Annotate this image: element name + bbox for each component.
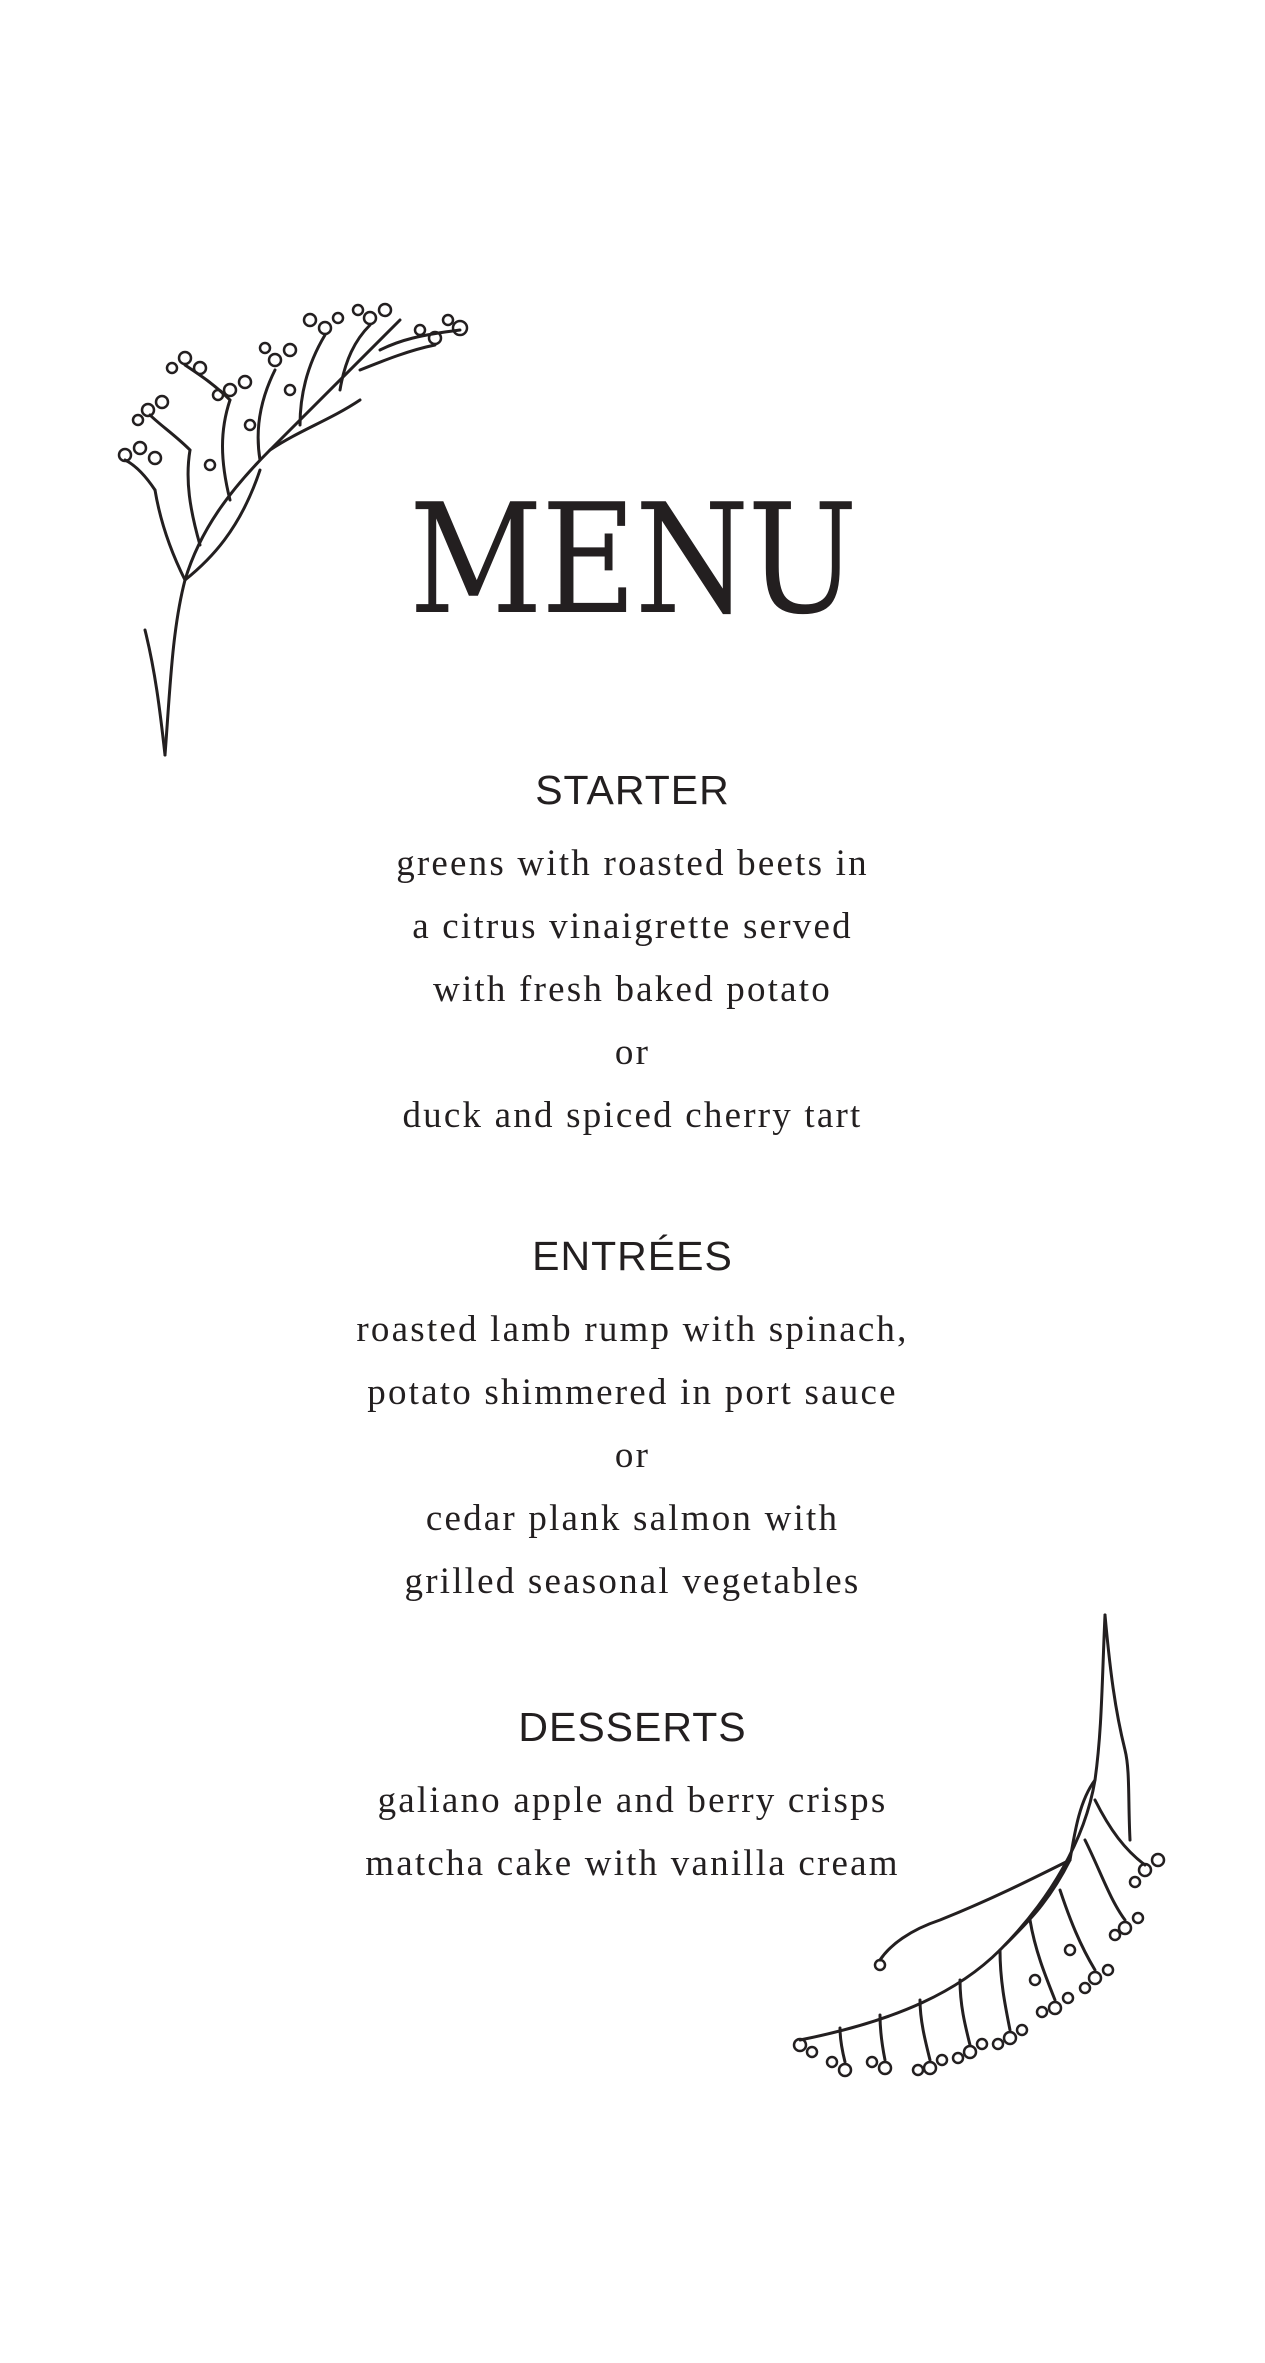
starter-section — [0, 760, 1265, 1147]
section-heading: DESSERTS — [518, 1704, 747, 1750]
menu-line: matcha cake with vanilla cream — [365, 1843, 900, 1884]
menu-line: grilled seasonal vegetables — [404, 1561, 861, 1602]
menu-line: roasted lamb rump with spinach, — [356, 1309, 909, 1350]
menu-line: galiano apple and berry crisps — [377, 1780, 888, 1821]
menu-line: or — [614, 1032, 651, 1073]
menu-line: cedar plank salmon with — [425, 1498, 840, 1539]
menu-line: a citrus vinaigrette served — [412, 906, 853, 947]
menu-line: greens with roasted beets in — [396, 843, 869, 884]
menu-line: or — [614, 1435, 651, 1476]
section-heading: STARTER — [535, 767, 730, 813]
floral-sprig-bottom-icon — [780, 1600, 1180, 2120]
menu-line: duck and spiced cherry tart — [402, 1095, 863, 1136]
entrees-section — [0, 1226, 1265, 1613]
section-heading: ENTRÉES — [532, 1233, 733, 1279]
page-title: MENU — [409, 471, 856, 648]
menu-line: potato shimmered in port sauce — [367, 1372, 898, 1413]
menu-line: with fresh baked potato — [433, 969, 832, 1010]
